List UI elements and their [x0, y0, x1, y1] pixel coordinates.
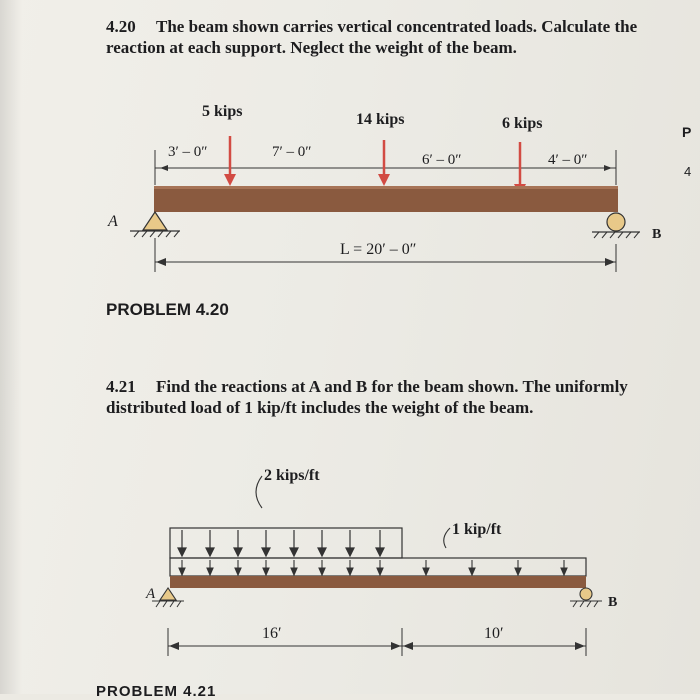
dim-arrowhead	[169, 642, 179, 650]
pin-support-a	[152, 588, 184, 607]
load-14-kips: 14 kips	[356, 111, 405, 128]
distributed-load-1kip-box	[170, 558, 586, 576]
problem-text: Find the reactions at A and B for the beam shown. The uniformly distributed load of 1 kip/ft includes the weight of the beam.	[106, 377, 628, 417]
problem-number: 4.20	[106, 17, 136, 36]
load-label-1kip: 1 kip/ft	[452, 521, 502, 538]
figure-label-4-20: PROBLEM 4.20	[106, 300, 229, 319]
margin-digit: 4	[684, 164, 692, 179]
dim-label-10ft: 10′	[484, 625, 504, 642]
dim-label-16ft: 16′	[262, 625, 282, 642]
lower-load-arrows	[179, 560, 567, 575]
support-label-a: A	[108, 213, 118, 230]
problem-number: 4.21	[106, 377, 136, 396]
margin-letter: P	[682, 124, 692, 140]
load-6-kips: 6 kips	[502, 115, 543, 132]
leader-1kip	[444, 528, 450, 548]
dim-arrowhead	[391, 642, 401, 650]
support-label-a: A	[146, 586, 156, 602]
dim-3ft: 3′ – 0″	[168, 144, 208, 160]
roller-support-b	[570, 588, 602, 607]
upper-load-arrows	[178, 530, 384, 556]
load-label-2kips: 2 kips/ft	[264, 467, 320, 484]
figure-label-4-21-partial: PROBLEM 4.21	[96, 683, 217, 700]
dim-arrowhead	[575, 642, 585, 650]
problem-text: The beam shown carries vertical concentrated loads. Calculate the reaction at each support. Neglect the weight of the beam.	[106, 17, 638, 57]
leader-2kips	[256, 476, 262, 508]
dim-7ft: 7′ – 0″	[272, 144, 312, 160]
load-5-kips: 5 kips	[202, 103, 243, 120]
dim-arrowhead	[403, 642, 413, 650]
dim-4ft: 4′ – 0″	[548, 152, 588, 168]
support-label-b: B	[652, 227, 662, 242]
support-label-b: B	[608, 595, 618, 610]
span-label: L = 20′ – 0″	[340, 241, 417, 258]
dim-6ft: 6′ – 0″	[422, 152, 462, 168]
beam-4-21	[170, 576, 586, 588]
distributed-load-2kips-box	[170, 528, 402, 558]
